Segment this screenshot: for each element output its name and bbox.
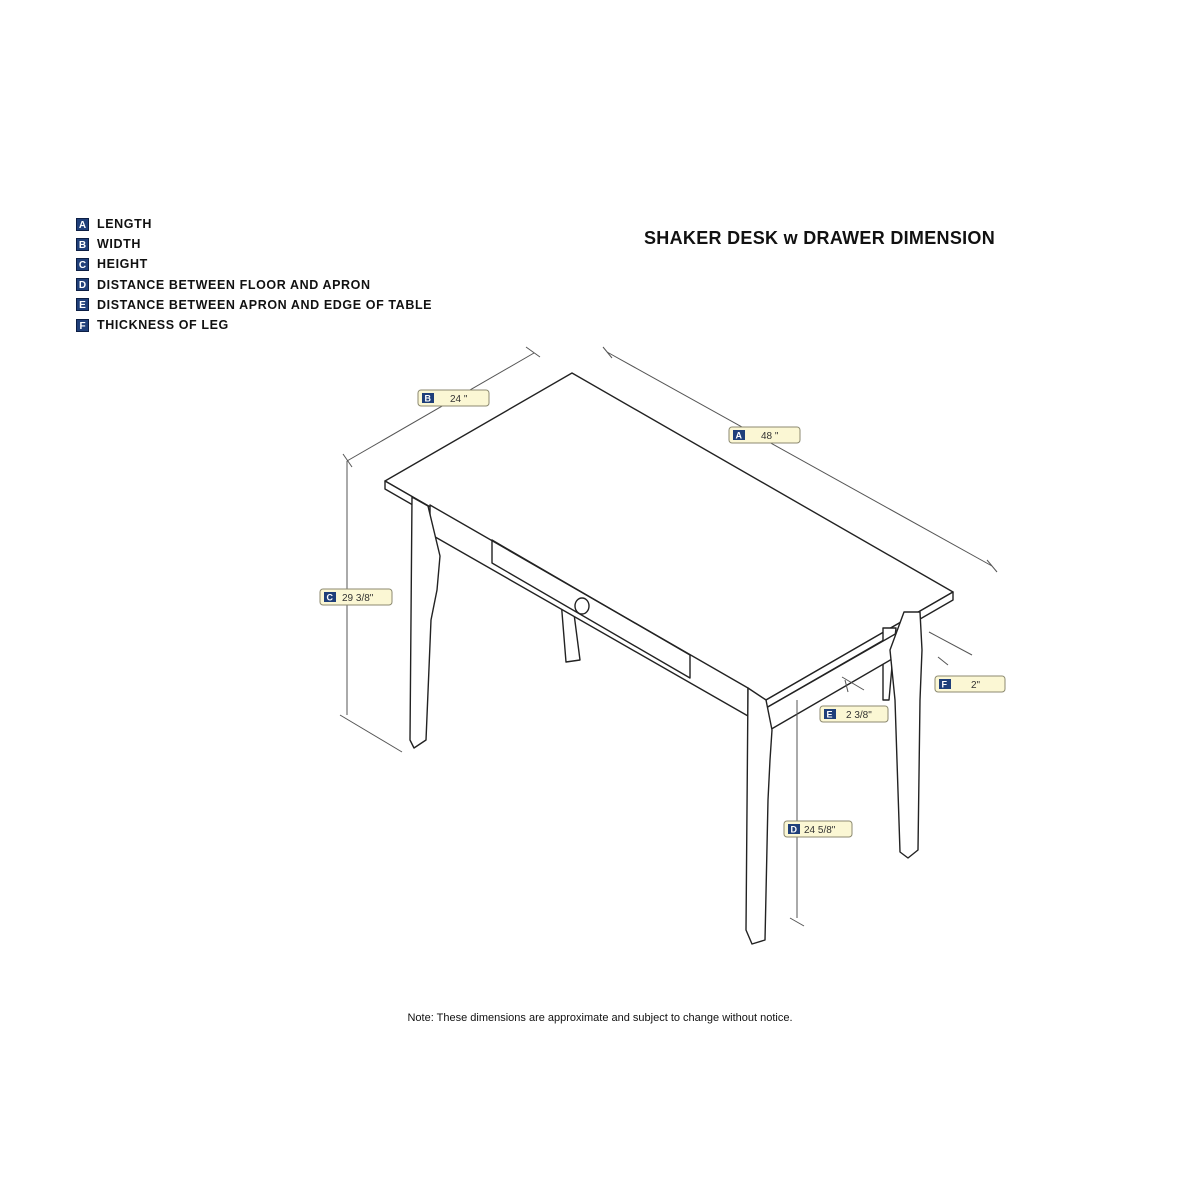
legend-label: WIDTH	[97, 237, 141, 252]
dim-tag-width	[418, 390, 489, 406]
legend-key: D	[76, 278, 89, 291]
legend-key: C	[76, 258, 89, 271]
leg-front-right	[746, 688, 772, 944]
dim-key: A	[735, 430, 742, 441]
legend-key: F	[76, 319, 89, 332]
dim-tag-apron-to-edge	[820, 706, 888, 722]
dim-tag-floor-to-apron	[784, 821, 852, 837]
leg-right	[890, 612, 922, 858]
dim-key: E	[826, 709, 833, 720]
dim-value: 24 5/8"	[804, 825, 836, 836]
leg-front-left	[410, 497, 440, 748]
legend-key: A	[76, 218, 89, 231]
dim-key: D	[790, 824, 797, 835]
legend-label: HEIGHT	[97, 257, 148, 272]
dim-value: 48 "	[761, 431, 779, 442]
disclaimer-note: Note: These dimensions are approximate and subject to change without notice.	[407, 1012, 793, 1024]
dim-tag-height	[320, 589, 392, 605]
page-title: SHAKER DESK w DRAWER DIMENSION	[644, 228, 996, 248]
legend-key: E	[76, 298, 89, 311]
dim-value: 2 3/8"	[846, 710, 872, 721]
legend-label: DISTANCE BETWEEN FLOOR AND APRON	[97, 277, 371, 292]
legend-label: LENGTH	[97, 217, 152, 232]
dim-value: 2"	[971, 680, 981, 691]
legend-key: B	[76, 238, 89, 251]
dim-key: C	[326, 592, 333, 603]
dim-value: 24 "	[450, 394, 468, 405]
dim-key: F	[941, 679, 947, 690]
drawer-knob	[575, 598, 589, 614]
legend-label: THICKNESS OF LEG	[97, 318, 229, 333]
dim-tag-length	[729, 427, 800, 443]
legend-label: DISTANCE BETWEEN APRON AND EDGE OF TABLE	[97, 297, 433, 312]
dim-tag-leg-thickness	[935, 676, 1005, 692]
dim-key: B	[424, 393, 431, 404]
dim-value: 29 3/8"	[342, 593, 374, 604]
